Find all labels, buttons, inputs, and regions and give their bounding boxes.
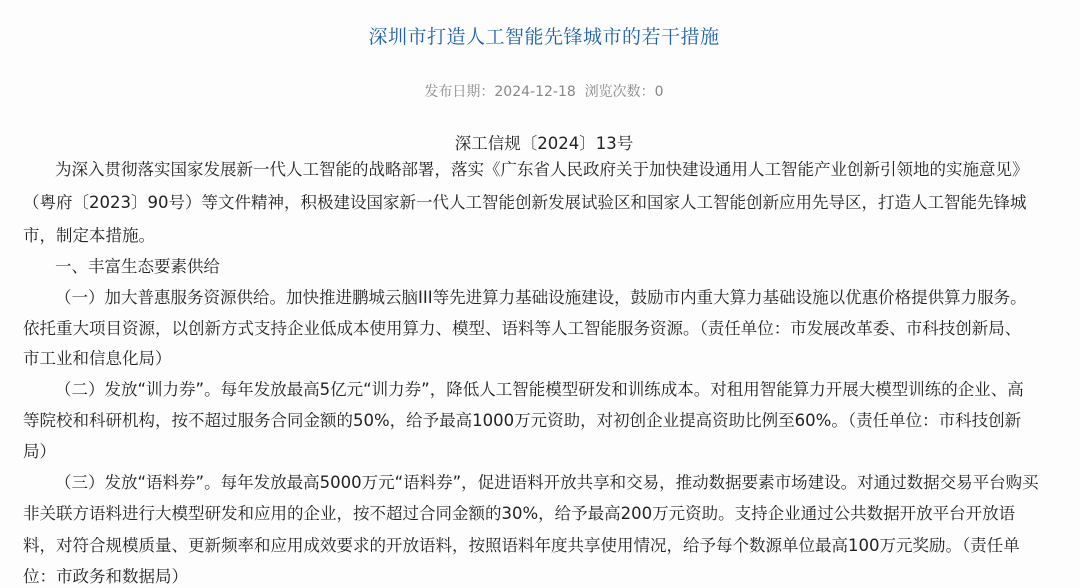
paragraph-line: 局） xyxy=(23,442,56,461)
paragraph-line: 为深入贯彻落实国家发展新一代人工智能的战略部署，落实《广东省人民政府关于加快建设通用人工智能产业创新引领地的实施意见》 xyxy=(55,160,1029,179)
section-heading: 一、丰富生态要素供给 xyxy=(55,257,220,276)
paragraph-line: 等院校和科研机构，按不超过服务合同金额的50%，给予最高1000万元资助，对初创企业提高资助比例至60%。（责任单位：市科技创新 xyxy=(23,411,1022,430)
paragraph-line: 位：市政务和数据局） xyxy=(23,567,188,586)
paragraph-line: 市，制定本措施。 xyxy=(23,226,155,245)
view-count: 0 xyxy=(654,84,664,100)
paragraph-line: （二）发放“训力券”。每年发放最高5亿元“训力券”，降低人工智能模型研发和训练成本。对租用智能算力开展大模型训练的企业、高 xyxy=(55,380,1024,399)
paragraph-line: 依托重大项目资源，以创新方式支持企业低成本使用算力、模型、语料等人工智能服务资源。（责任单位：市发展改革委、市科技创新局、 xyxy=(23,319,1022,338)
paragraph-line: （三）发放“语料券”。每年发放最高5000万元“语料券”，促进语料开放共享和交易，推动数据要素市场建设。对通过数据交易平台购买 xyxy=(55,473,1039,492)
paragraph-line: 非关联方语料进行大模型研发和应用的企业，按不超过合同金额的30%，给予最高200万元资助。支持企业通过公共数据开放平台开放语 xyxy=(23,504,1016,523)
publish-date: 2024-12-18 xyxy=(494,84,576,100)
article-title: 深圳市打造人工智能先锋城市的若干措施 xyxy=(368,26,720,48)
document-number: 深工信规〔2024〕13号 xyxy=(454,134,634,153)
paragraph-line: 市工业和信息化局） xyxy=(23,349,172,368)
article-meta xyxy=(0,81,1080,101)
paragraph-line: 料，对符合规模质量、更新频率和应用成效要求的开放语料，按照语料年度共享使用情况，给予每个数源单位最高100万元奖励。（责任单 xyxy=(23,536,1020,555)
view-count-label: 浏览次数： xyxy=(584,84,655,100)
paragraph-line: （粤府〔2023〕90号）等文件精神，积极建设国家新一代人工智能创新发展试验区和国家人工智能创新应用先导区，打造人工智能先锋城 xyxy=(23,193,1027,212)
publish-date-label: 发布日期： xyxy=(424,84,495,100)
paragraph-line: （一）加大普惠服务资源供给。加快推进鹏城云脑III等先进算力基础设施建设，鼓励市内重大算力基础设施以优惠价格提供算力服务。 xyxy=(55,288,1027,307)
